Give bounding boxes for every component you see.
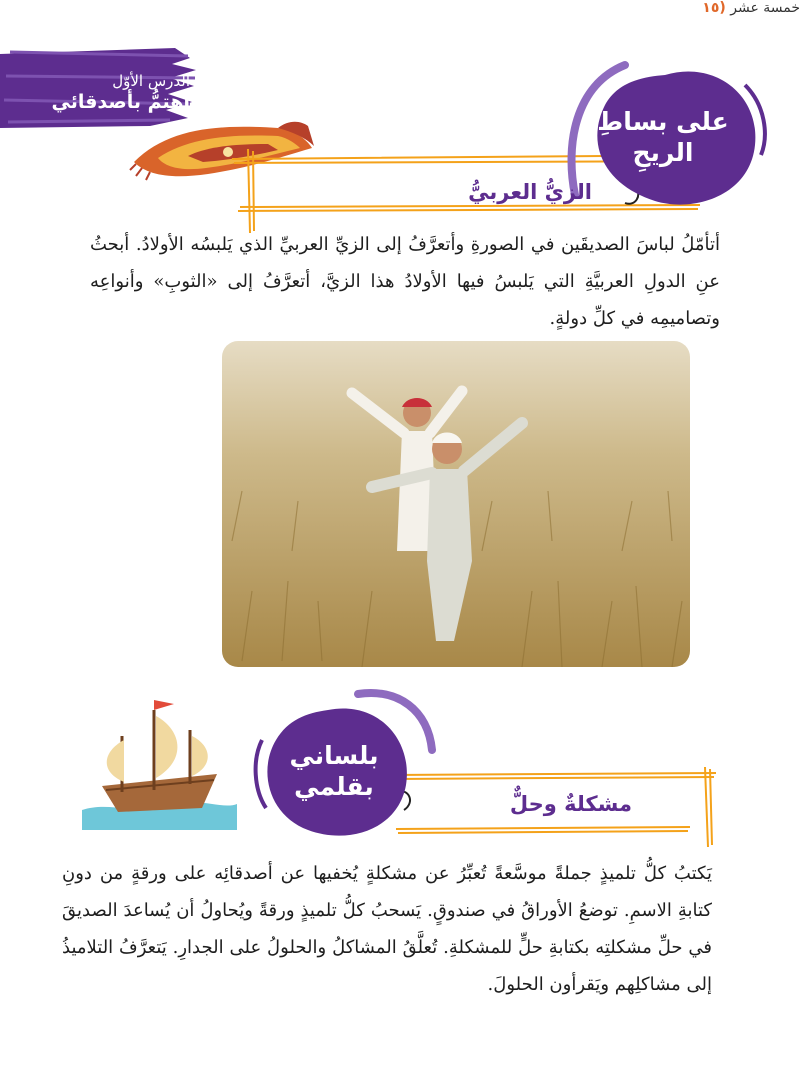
page-number-bracket: ( — [719, 0, 726, 16]
badge-mid — [264, 706, 404, 836]
page-number-words: خمسة عشر — [730, 0, 800, 16]
paragraph-problem-solution: يَكتبُ كلُّ تلميذٍ جملةً موسَّعةً تُعبِّرُ عن مشكلةٍ يُخفيها عن أصدقائِه على ورقةٍ من دونِ كتابةِ الاسمِ. توضعُ الأوراقُ في صندوقٍ. يَسحبُ كلُّ تلميذٍ ورقةً ويُحاولُ أن يُساعدَ الصديقَ في حلِّ مشكلتِه بكتابةِ حلٍّ للمشكلةِ. تُعلَّقُ المشاكلُ والحلولُ على الجدارِ. يَتعرَّفُ التلاميذُ إلى مشاكلِهم ويَقرأون الحلولَ. — [62, 863, 712, 995]
heading-arab-dress: الزيُّ العربيُّ — [468, 180, 592, 204]
badge-top-line1: على بساطِ — [597, 106, 729, 136]
sailing-ship-illustration — [82, 700, 237, 830]
lesson-number: الدرس الأوّل — [112, 72, 190, 90]
badge-top-line2: الريحِ — [632, 138, 694, 167]
badge-top — [588, 72, 738, 202]
page-number: ١٥ — [702, 0, 720, 16]
badge-mid-line2: بقلمي — [294, 772, 374, 801]
paragraph-arab-dress: أتأمّلُ لباسَ الصديقَين في الصورةِ وأتعرَّفُ إلى الزيِّ العربيِّ الذي يَلبسُه الأولادُ. أبحثُ عنِ الدولِ العربيَّةِ التي يَلبسُ فيها الأولادُ هذا الزيَّ، أتعرَّفُ إلى «الثوبِ» وأنواعِه وتصاميمِه في كلِّ دولةٍ. — [90, 234, 720, 329]
badge-mid-line1: بلساني — [289, 740, 379, 770]
lesson-title: أهتمُّ بأصدقائي — [51, 91, 190, 113]
children-photo — [222, 341, 690, 667]
page-footer — [0, 0, 800, 16]
heading-problem-solution: مشكلةٌ وحلٌّ — [509, 792, 632, 816]
